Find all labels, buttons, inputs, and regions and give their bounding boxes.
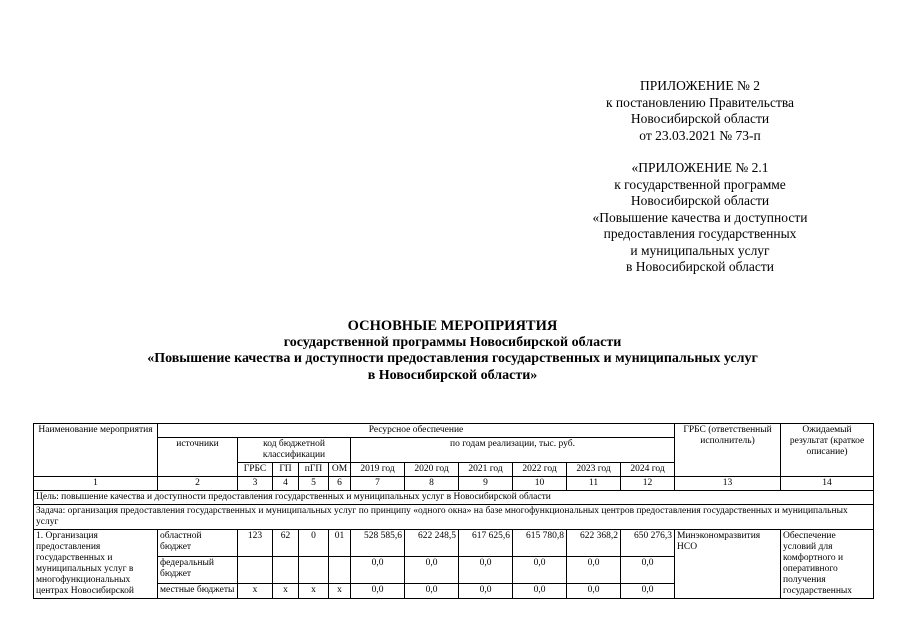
value-cell: 0,0: [567, 556, 621, 583]
column-number: 2: [158, 477, 238, 491]
code-cell: 01: [329, 530, 351, 557]
code-cell: [329, 556, 351, 583]
appendix-header: [520, 78, 880, 276]
value-cell: 0,0: [405, 556, 459, 583]
header-budget-code: код бюджетной классификации: [238, 438, 351, 463]
header-resources: Ресурсное обеспечение: [158, 424, 675, 438]
value-cell: 0,0: [513, 556, 567, 583]
source-cell: федеральный бюджет: [158, 556, 238, 583]
document-title: [0, 318, 905, 384]
header-year: 2022 год: [513, 463, 567, 477]
source-cell: областной бюджет: [158, 530, 238, 557]
events-table: [33, 423, 874, 599]
column-number: 4: [273, 477, 299, 491]
value-cell: 0,0: [621, 556, 675, 583]
appendix-line: к постановлению Правительства: [605, 94, 795, 110]
appendix-line: Новосибирской области: [630, 193, 770, 208]
value-cell: 0,0: [621, 583, 675, 598]
header-grbs: ГРБС (ответственный исполнитель): [675, 424, 781, 477]
column-number: 14: [781, 477, 874, 491]
header-expected-result: Ожидаемый результат (краткое описание): [781, 424, 874, 477]
header-code: пГП: [299, 463, 329, 477]
value-cell: 622 248,5: [405, 530, 459, 557]
header-code: ОМ: [329, 463, 351, 477]
appendix-line: и муниципальных услуг: [630, 242, 770, 258]
code-cell: 123: [238, 530, 273, 557]
appendix-line: «ПРИЛОЖЕНИЕ № 2.1: [631, 160, 769, 175]
column-number: 1: [34, 477, 158, 491]
column-number: 5: [299, 477, 329, 491]
value-cell: 615 780,8: [513, 530, 567, 557]
column-number: 12: [621, 477, 675, 491]
appendix-line: Новосибирской области: [630, 111, 770, 126]
code-cell: х: [329, 583, 351, 598]
column-number: 8: [405, 477, 459, 491]
value-cell: 0,0: [351, 556, 405, 583]
header-code: ГРБС: [238, 463, 273, 477]
header-year: 2020 год: [405, 463, 459, 477]
code-cell: 62: [273, 530, 299, 557]
code-cell: [299, 556, 329, 583]
header-year: 2024 год: [621, 463, 675, 477]
column-number: 7: [351, 477, 405, 491]
appendix-line: предоставления государственных: [603, 226, 797, 241]
event-name-cell: 1. Организация предоставления государственных и муниципальных услуг в многофункциональных центрах Новосибирской: [34, 530, 158, 599]
code-cell: х: [273, 583, 299, 598]
appendix-line: ПРИЛОЖЕНИЕ № 2: [639, 78, 761, 93]
column-number: 11: [567, 477, 621, 491]
column-number: 6: [329, 477, 351, 491]
value-cell: 0,0: [567, 583, 621, 598]
value-cell: 622 368,2: [567, 530, 621, 557]
source-cell: местные бюджеты: [158, 583, 238, 598]
appendix-line: от 23.03.2021 № 73-п: [639, 127, 761, 143]
header-code: ГП: [273, 463, 299, 477]
header-year: 2019 год: [351, 463, 405, 477]
header-year: 2023 год: [567, 463, 621, 477]
column-number: 13: [675, 477, 781, 491]
value-cell: 0,0: [459, 556, 513, 583]
task-row: Задача: организация предоставления государственных и муниципальных услуг по принципу «одного окна» на базе многофункциональных центров предоставления государственных и муниципальных услуг: [34, 505, 874, 530]
value-cell: 0,0: [351, 583, 405, 598]
header-year: 2021 год: [459, 463, 513, 477]
column-number: 9: [459, 477, 513, 491]
column-number: 10: [513, 477, 567, 491]
code-cell: х: [238, 583, 273, 598]
value-cell: 0,0: [513, 583, 567, 598]
value-cell: 650 276,3: [621, 530, 675, 557]
title-line: государственной программы Новосибирской области: [283, 334, 622, 350]
appendix-line: «Повышение качества и доступности: [592, 209, 808, 225]
title-line: «Повышение качества и доступности предоставления государственных и муниципальных услуг: [147, 351, 758, 366]
code-cell: 0: [299, 530, 329, 557]
value-cell: 617 625,6: [459, 530, 513, 557]
value-cell: 0,0: [405, 583, 459, 598]
goal-row: Цель: повышение качества и доступности предоставления государственных и муниципальных услуг в Новосибирской области: [34, 491, 874, 505]
header-sources: источники: [158, 438, 238, 477]
code-cell: [273, 556, 299, 583]
appendix-line: в Новосибирской области: [625, 259, 775, 274]
executor-cell: Минэкономразвития НСО: [675, 530, 781, 599]
appendix-line: к государственной программе: [614, 176, 786, 192]
title-line: в Новосибирской области»: [367, 367, 538, 383]
title-line: ОСНОВНЫЕ МЕРОПРИЯТИЯ: [347, 318, 558, 334]
header-event-name: Наименование мероприятия: [34, 424, 158, 477]
value-cell: 528 585,6: [351, 530, 405, 557]
expected-result-cell: Обеспечение условий для комфортного и оперативного получения государственных: [781, 530, 874, 599]
column-number: 3: [238, 477, 273, 491]
code-cell: [238, 556, 273, 583]
code-cell: х: [299, 583, 329, 598]
value-cell: 0,0: [459, 583, 513, 598]
header-years: по годам реализации, тыс. руб.: [351, 438, 675, 463]
